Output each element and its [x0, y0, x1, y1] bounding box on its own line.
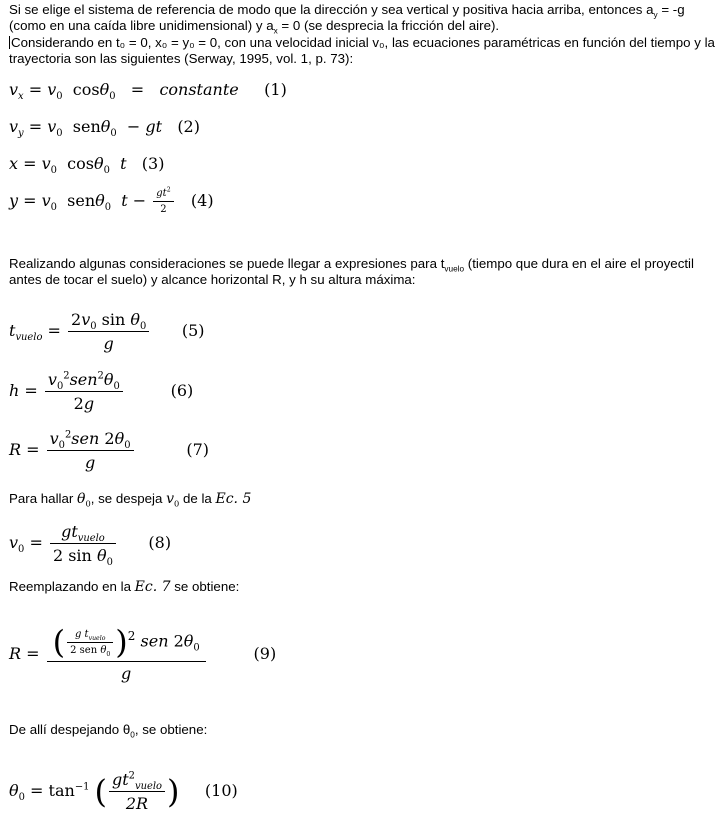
eq2-label: (2) — [177, 117, 200, 136]
reemplazando-text-2: se obtiene: — [170, 579, 240, 594]
reemplazando-text: Reemplazando en la — [9, 579, 135, 594]
equation-10: $\theta_0 = \tan^{-1}$ ( $\frac{gt^2_{vuelo}}{2R}$ ) (10) — [9, 770, 238, 813]
eq10-label: (10) — [204, 781, 238, 800]
intro-text: Si se elige el sistema de referencia de modo que la dirección y sea vertical y positiva hacia arriba, entonces a — [9, 2, 654, 17]
eq9-label: (9) — [253, 644, 277, 663]
eq4-label: (4) — [190, 191, 214, 210]
eq1-label: (1) — [264, 80, 287, 99]
ec5-ref: Ec. 5 — [215, 491, 252, 507]
equation-2: $v_y = v_0$ senθ$_0$ − gt (2) — [9, 117, 200, 140]
equation-9: R = ( $\frac{g t_{vuelo}}{2 sen \theta_0}$ )$^2$ sen $2\theta_0$ g (9) — [9, 623, 277, 683]
considering-text: Considerando en t₀ = 0, x₀ = y₀ = 0, con una velocidad inicial v₀, las ecuaciones paramétricas en función del tiempo y la trayectoria son las siguientes (Serway, 1995, vol. 1, p. 73): — [9, 35, 715, 66]
para-hallar-paragraph: Para hallar $\theta_0$, se despeja $v_0$ de la Ec. 5 — [9, 491, 252, 509]
para-hallar-text: Para hallar — [9, 491, 77, 506]
intro-text-2: = -g (como en una caída libre unidimensional) y a — [9, 2, 685, 33]
eq1-constant: constante — [159, 80, 239, 99]
intro-paragraph: Si se elige el sistema de referencia de modo que la dirección y sea vertical y positiva hacia arriba, entonces $a_y = -g$ (como en una caída libre unidimensional) y $a_x = 0$ (se desprecia la fricción del aire). — [9, 2, 685, 36]
realizando-text-2: (tiempo que dura en el aire el proyectil antes de tocar el suelo) y alcance horizontal R, y h su altura máxima: — [9, 256, 694, 287]
vuelo-subscript: vuelo — [444, 264, 465, 274]
reemplazando-paragraph — [9, 579, 715, 595]
text-cursor — [9, 36, 10, 49]
equation-6: h = $\frac{v_0^2sen^2\theta_0}{2g}$ (6) — [9, 370, 194, 413]
eq3-label: (3) — [141, 154, 165, 173]
de-alli-text: De allí despejando θ — [9, 722, 131, 737]
realizando-paragraph — [9, 256, 715, 288]
eq5-label: (5) — [181, 321, 205, 340]
equation-3: $x = v_0$ cosθ$_0$ t (3) — [9, 154, 165, 177]
eq7-label: (7) — [186, 440, 210, 459]
para-hallar-text-3: de la — [179, 491, 216, 506]
equation-5: $t_{vuelo}$ = $\frac{2v_0 \sin \theta_0}{g}$ (5) — [9, 310, 205, 353]
de-alli-paragraph: De allí despejando $\theta_0$, se obtiene: — [9, 722, 208, 740]
eq8-label: (8) — [148, 533, 172, 552]
equation-4: $y = v_0$ senθ$_0$ t − $\frac{gt^2}{2}$ (4) — [9, 186, 214, 215]
equation-1: $v_x = v_0$ cosθ$_0$ = constante (1) — [9, 80, 287, 103]
considering-paragraph — [9, 35, 715, 67]
eq6-label: (6) — [170, 381, 194, 400]
ec7-ref: Ec. 7 — [134, 579, 171, 595]
equation-8: $v_0$ = $\frac{gt_{vuelo}}{2 \sin \theta_0}$ (8) — [9, 522, 172, 569]
para-hallar-text-2: , se despeja — [90, 491, 167, 506]
realizando-text-1: Realizando algunas consideraciones se puede llegar a expresiones para t — [9, 256, 445, 271]
intro-text-3: = 0 (se desprecia la fricción del aire). — [277, 18, 500, 33]
de-alli-text-2: , se obtiene: — [134, 722, 208, 737]
equation-7: R = $\frac{v_0^2sen 2\theta_0}{g}$ (7) — [9, 429, 210, 472]
